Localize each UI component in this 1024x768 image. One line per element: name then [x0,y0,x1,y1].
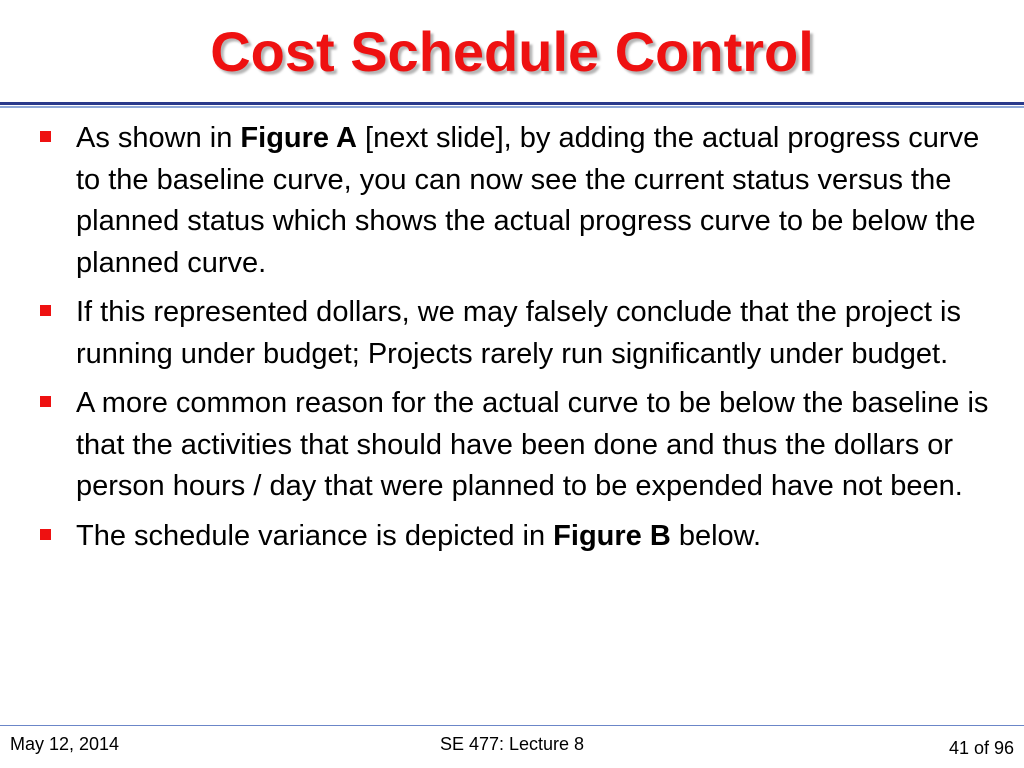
footer-divider [0,725,1024,726]
bullet-square-icon [40,396,51,407]
bullet-item [0,516,1024,558]
bullet-emphasis: Figure A [240,122,357,154]
footer-page-number: 41 of 96 [948,738,1014,758]
title-divider-accent [0,106,1024,108]
title-divider [0,102,1024,105]
bullet-item [0,118,1024,284]
slide-title: Cost Schedule Control [210,20,814,83]
footer-date: May 12, 2014 [10,734,120,754]
bullet-text: The schedule variance is depicted in [76,519,554,552]
footer-course: SE 477: Lecture 8 [439,734,585,754]
bullet-square-icon [40,529,51,540]
bullet-text: If this represented dollars, we may falsely conclude that the project is running under budget; Projects rarely run significantly under budget. [76,296,961,370]
bullet-text: As shown in [76,122,241,154]
bullet-text: A more common reason for the actual curve to be below the baseline is that the activities that should have been done and thus the dollars or person hours / day that were planned to be expended have not been. [76,387,989,502]
bullet-square-icon [40,305,51,316]
bullet-square-icon [40,131,51,142]
bullet-item [0,383,1024,508]
bullet-text: below. [670,519,762,552]
bullet-text: [next slide], by adding the actual progress curve to the baseline curve, you can now see the current status versus the planned status which shows the actual progress curve to be below the planned curve. [76,122,980,279]
bullet-emphasis: Figure B [553,519,671,552]
bullet-list [0,118,1024,565]
bullet-item [0,292,1024,375]
